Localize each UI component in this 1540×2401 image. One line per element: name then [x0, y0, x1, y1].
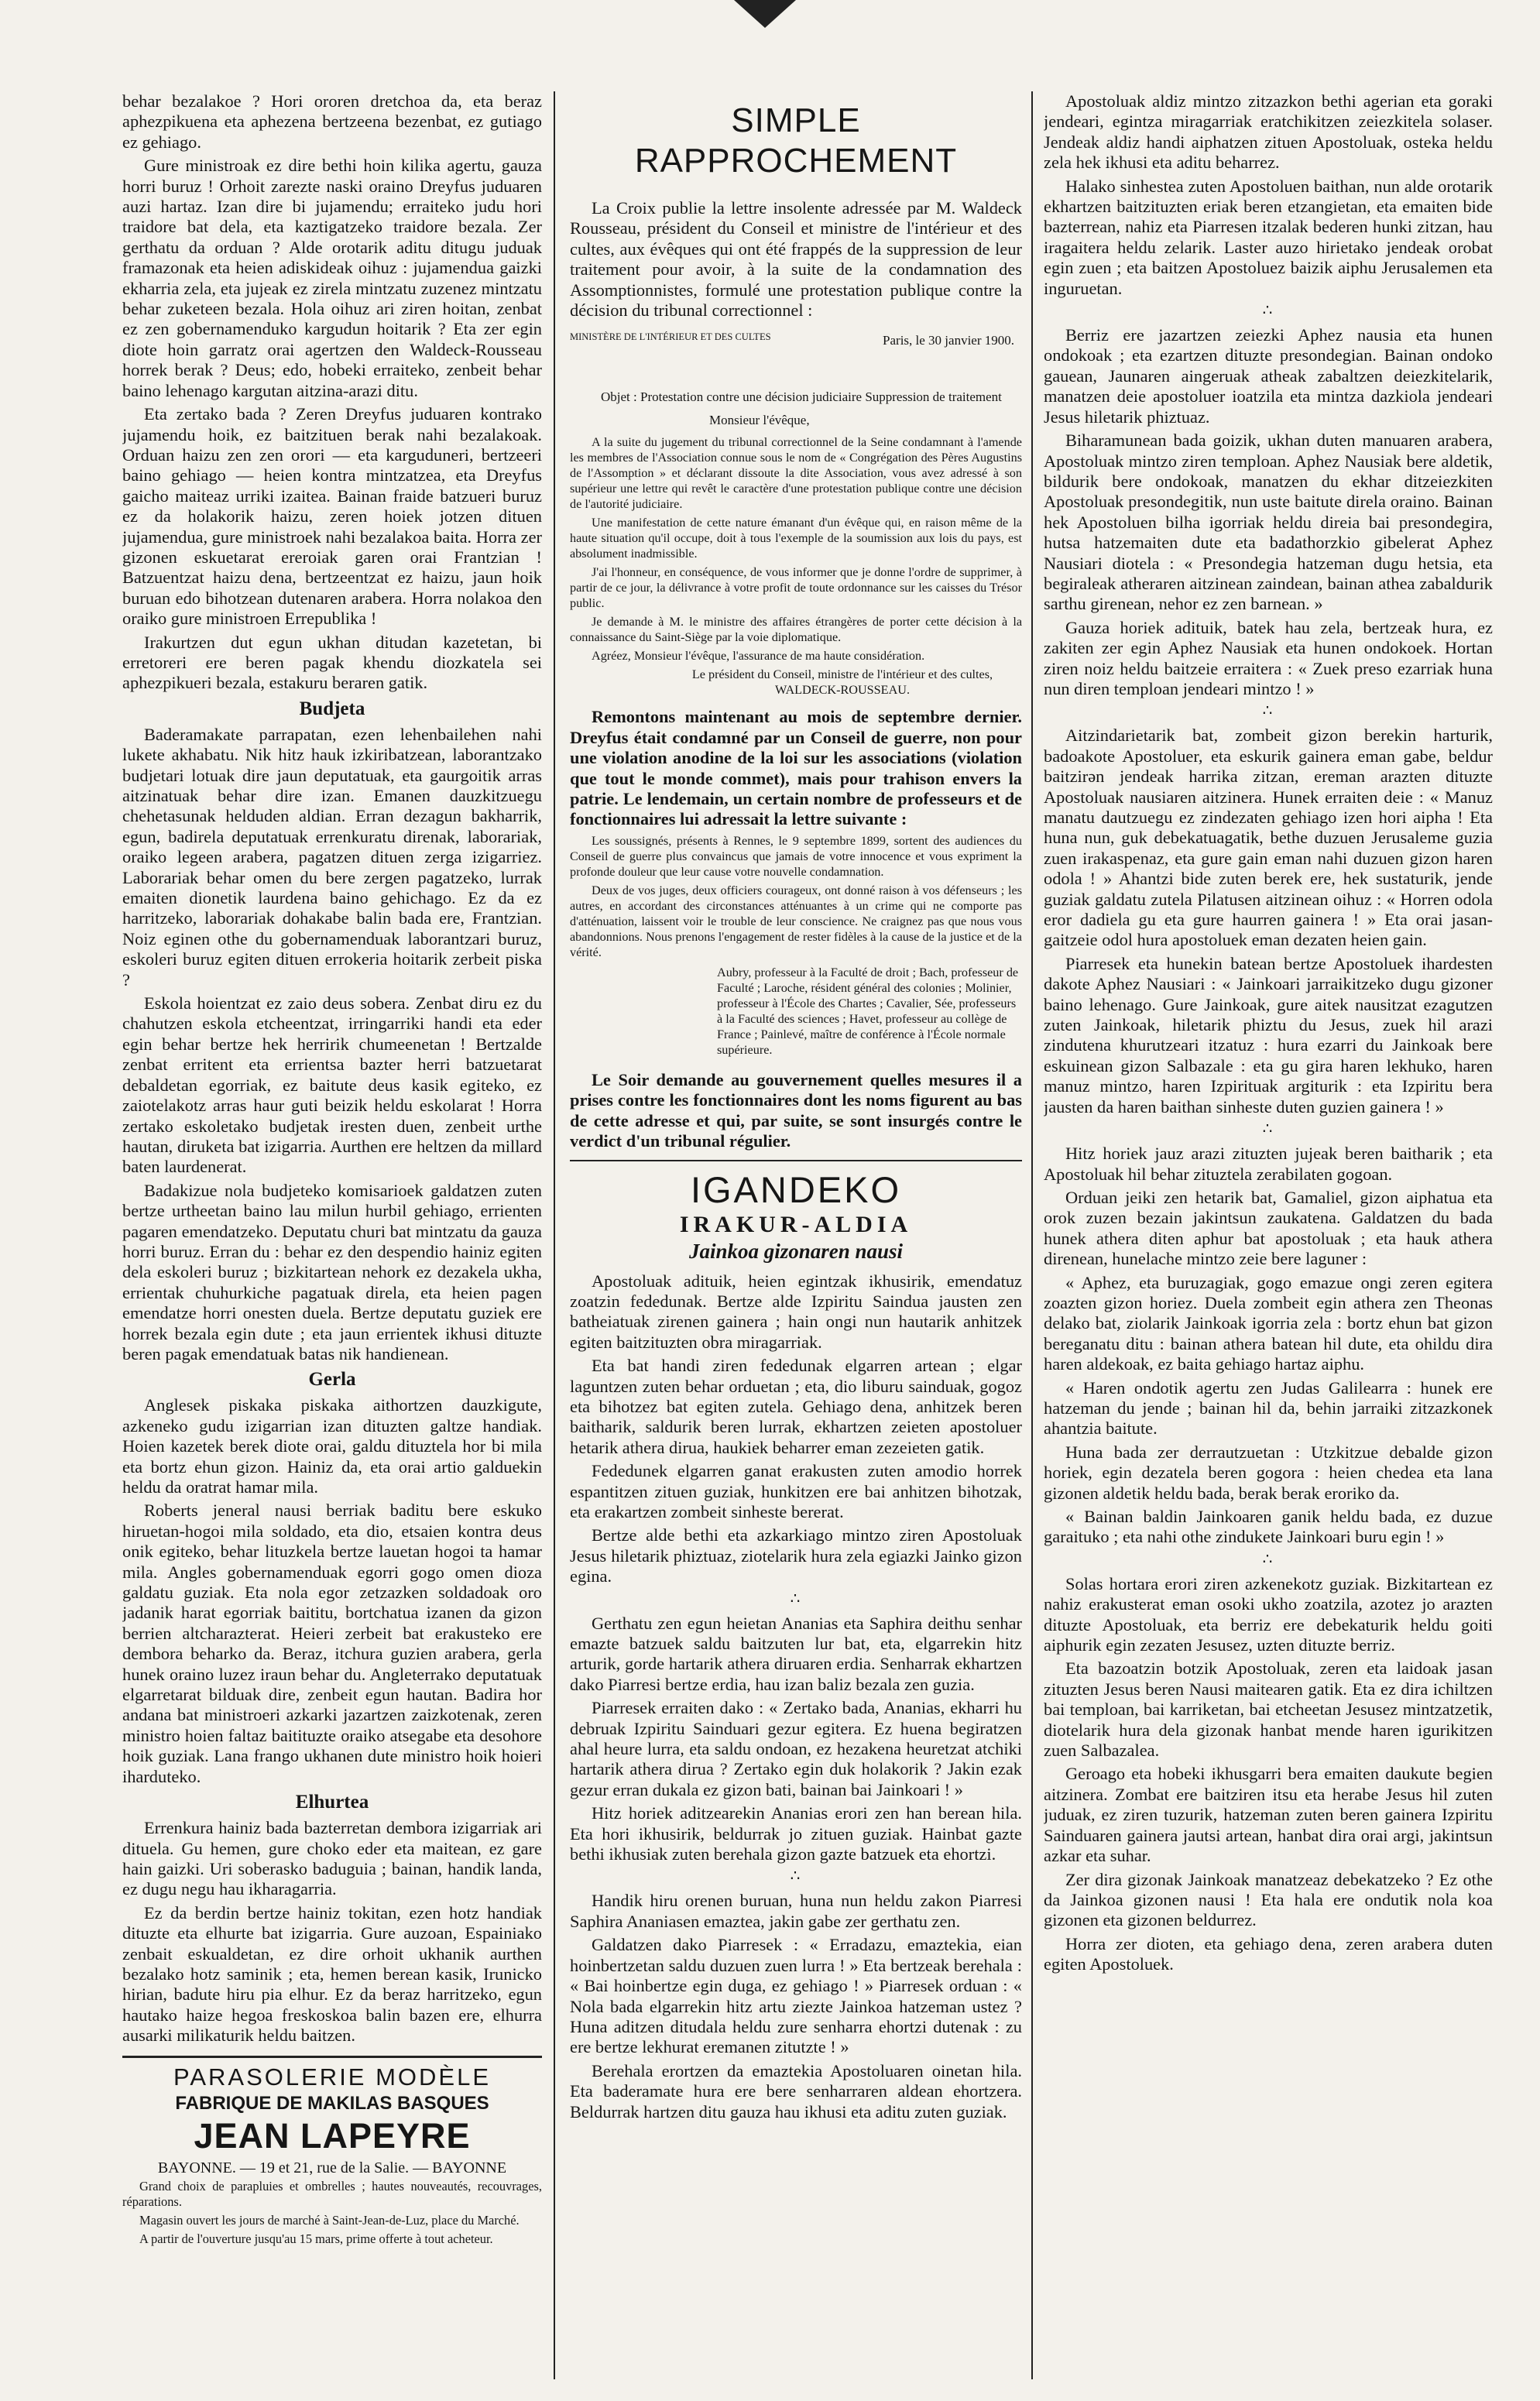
asterism-icon: ∴ — [790, 1868, 802, 1885]
paragraph: Biharamunean bada goizik, ukhan duten manuaren arabera, Apostoluak mintzo ziren temploan. Aphez Nausiak bere aldetik, bildurik bere ondokoak, manatzen du ekhar ditzeiezkiten Apostoluak presondegitik, nun uste baitute direla oraino. Bainan hek Apostoluen bilha igorriak heldu direia bai presondegira, hutsa hatzemaiten dute eta badathorzkio gibelerat Aphez Nausiari diotela : « Presondegia hatzeman dugu hetsia, eta begiraleak atheraren aitzinean zaindean, bainan athea zabaldurik sarthu girenean, nehor ez zen barnean. » — [1044, 430, 1493, 614]
letter-objet: Objet : Protestation contre une décision judiciaire Suppression de traitement — [601, 389, 1002, 405]
asterism-icon: ∴ — [1262, 1120, 1274, 1138]
advertisement — [122, 2056, 542, 2247]
letter-paragraph: J'ai l'honneur, en conséquence, de vous informer que je donne l'ordre de supprimer, à partir de ce jour, la délivrance à votre profit de toute ordonnance sur les caisses du Trésor public. — [570, 565, 1022, 611]
ad-details — [122, 2179, 542, 2247]
paragraph: Orduan jeiki zen hetarik bat, Gamaliel, gizon aiphatua eta orok zuzen bezain jakintsun zaukatena. Galdatzen du bada hunek athera diten aphur bat apostoluak ; eta hauk athera direnean, hunelache mintzo zeie bere laguner : — [1044, 1187, 1493, 1269]
ad-detail: A partir de l'ouverture jusqu'au 15 mars, prime offerte à tout acheteur. — [139, 2231, 493, 2246]
paragraph: Eta zertako bada ? Zeren Dreyfus juduaren kontrako jujamendu hoik, ez baitzituen berak nahi bezalakoak. Orduan haizu zen zen orori — eta karguduneri, bertzeeri baino gehiago — heien kontra mintzatzea, eta Dreyfus gaicho maiteaz urriki izaitea. Bainan fraide batzueri buruz ez da holakorik haizu, zeren hoiek jotzen dituen jujamendua, gure ministroek nahi bezalakoa baita. Horra zer gizonen eskuetarat ereroiak garen orai Frantzian ! Batzuentzat haizu dena, bertzeentzat ez haizu, jaun hoik buruan edo bihotzean dutenaren arabera. Horra nolakoa den oraiko gure ministroen Errepublika ! — [122, 404, 542, 629]
paragraph: Berriz ere jazartzen zeiezki Aphez nausia eta hunen ondokoak ; eta ezartzen dituzte presondegian. Bainan ondoko gauean, Jaunaren aingeruak atheak zabaltzen deiezkitelarik, manatzen deie apostoluer ioatzila eta mintza dazkiola jendeari Jesus hiletarik phiztuaz. — [1044, 325, 1493, 427]
paragraph: Galdatzen dako Piarresek : « Erradazu, emaztekia, eian hoinbertzetan saldu duzuen zuen lurra ! » Eta bertzeak berehala : « Bai hoinbertze egin duga, ez gehiago ! » Piarresek orduan : « Nola bada elgarrekin hitz artu ziezte Jainkoa hatzeman ustez ? Huna aditzen ditudala heldu zure senharra ehortzi dutenak : zu ere bertze lekhurat eremanen zitutzte ! » — [570, 1935, 1022, 2057]
paragraph: Geroago eta hobeki ikhusgarri bera emaiten daukute begien aitzinera. Zombat ere baitziren itsu eta herabe Jesus hil zuten juduak, ez ziren tuzurik, hatzeman zuten beren gainera Izpiritu Sainduaren gainera jautsi artean, hanbat dira orai argi, jakintsun azkar eta suhar. — [1044, 1764, 1493, 1866]
paragraph: behar bezalakoe ? Hori ororen dretchoa da, eta beraz aphezpikuena eta aphezena bertzeena bezenbat, ez gutiago ez gehiago. — [122, 91, 542, 152]
paragraph: Eta bazoatzin botzik Apostoluak, zeren eta laidoak jasan zituzten Jesus beren Nausi maitearen gatik. Eta ez dira ichiltzen bai templоan, bai karriketan, bai etcheetan Jesusez mintzatzetik, diotelarik hura dela gizonak hanbat mende haren igurikitzen zuen Salbazalea. — [1044, 1658, 1493, 1761]
paragraph: Piarresek eta hunekin batean bertze Apostoluek ihardesten dakote Aphez Nausiari : « Jainkoari jarraikitzeko dugu gizoner baino lehenago. Gure Jainkoak, gure aitek nausitzat ezagutzen zuten Jainkoak, hiletarik phiztu du Jesus, zuek hil arazi zindutena khurutzeari itzatuz : hura ezarri du Jainkoak bere eskuinean gizon Salbazale : eta gu gira haren lekhuko, haren manuz mintzo, haren Izpirituak argiturik : eta Izpiritu bera jausten da haren baithan sinheste duten guzien gainera ! » — [1044, 953, 1493, 1116]
paragraph: Remontons maintenant au mois de septembre dernier. Dreyfus était condamné par un Conseil de guerre, non pour une violation anodine de la loi sur les associations (violation que tout le monde commet), mais pour trahison envers la patrie. Le lendemain, un certain nombre de professeurs et de fonctionnaires lui adressait la lettre suivante : — [570, 707, 1022, 829]
paragraph: Horra zer dioten, eta gehiago dena, zeren arabera duten egiten Apostoluek. — [1044, 1933, 1493, 1974]
paragraph: Roberts jeneral nausi berriak baditu bere eskuko hiruetan-hogoi mila soldado, eta dio, etsaien kontra deus onik egiteko, behar lituzkela bertze lauetan hogoi ta hamar mila. Angles gobernamenduak egorri gogo omen dioza galdatu guziak. Eta nola egor zetzazken soldadoak oro jadanik harat egorriak baititu, bortchatua izanen da gizon berrien altcharazterat. Heieri zerbeit bat erakusteko ere dembora beharko da. Beraz, itchura guzien arabera, gerla hunek oraino luzez iraun behar du. Angleterrako deputatuak elgarretarat bilduak dire, zenbeit egun hautan. Badira hor andana bat ministroeri azkarki jazartzen zaizkotenak, zeren ministro hoien faltaz baitituzte oraiko atsegabe eta desohore hoik guziak. Lana frango ukhanen dute ministro hoik hoieri iharduteko. — [122, 1501, 542, 1786]
letter-ministry: MINISTÈRE DE L'INTÉRIEUR ET DES CULTES — [570, 331, 771, 343]
paragraph: Errenkura hainiz bada bazterretan dembora izigarriak ari dituela. Gu hemen, gure choko eder eta maitean, ez gare hain gaizki. Uri soberasko baduguia ; bainan, handik landa, ez dugu negu hau ikharagarria. — [122, 1818, 542, 1899]
asterism-icon: ∴ — [1262, 1550, 1274, 1568]
letter-paragraph: Agréez, Monsieur l'évêque, l'assurance de ma haute considération. — [592, 649, 925, 664]
section-divider — [570, 1160, 1022, 1161]
column-basque-news — [122, 91, 542, 2250]
ad-line-fabrique: FABRIQUE DE MAKILAS BASQUES — [175, 2092, 489, 2114]
letter-paragraph: Deux de vos juges, deux officiers courageux, ont donné raison à vos défenseurs ; les autres, en accordant des circonstances atténuantes à un crime qui ne comporte pas d'atténuation, laissent voir le trouble de leur conscience. Ne craignez pas que nous vous abandonnions. Nous prenons l'engagement de rester fidèles à la cause de la justice et de la vérité. — [570, 883, 1022, 959]
section-heading-budjeta: Budjeta — [299, 698, 365, 719]
section-heading-elhurtea: Elhurtea — [295, 1792, 369, 1813]
paragraph: Baderamakate parrapatan, ezen lehenbailehen nahi lukete akhabatu. Nik hitz hauk izkiribatzean, laborantzako budjetari lotuak dire jaun deputatuak, eta gaurgoitik arras aitzinatuak behar dire izan. Emanen dauzkitzuegu chehetasunak helduden aldian. Erran dezagun bakharrik, egun, badirela deputatuak errenkuratu direnak, laborariak, oraiko legeen arabera, pagatzen dituen zerga izigarriez. Laborariak behar omen du bere zergen pagatzeko, lurrak emaiten dionetik laurdena baino gehichago. Ez da ez harritzeko, laborariak dohakabe balin bada ere, Frantzian. Noiz eginen othe du gobernamenduak laborantzari buruz, eskoleri buruz egiten dituen errokeria hoitarik zerbeit piska ? — [122, 724, 542, 990]
subheading-jainkoa: Jainkoa gizonaren nausi — [688, 1239, 904, 1263]
paragraph: Fededunek elgarren ganat erakusten zuten amodio horrek espantitzen zituen guziak, hunkitzen ere bai anhitzen bihotzak, eta erakartzen zombeit sinheste bererat. — [570, 1461, 1022, 1521]
paragraph: Eta bat handi ziren fededunak elgarren artean ; elgar laguntzen zuten behar orduetan ; eta, dio liburu sainduak, gogoz eta bihotzez bat egiten zutela. Gehiago dena, anhitzek beren baitharik, saldurik beren lurrak, ekhartzen zeieten apostoluer hetarik athera dirua, haukiek beharrer eman zezeieten gatik. — [570, 1356, 1022, 1457]
page-fold-mark — [734, 0, 796, 29]
letter-signature: Le président du Conseil, ministre de l'intérieur et des cultes, WALDECK-ROUSSEAU. — [691, 667, 993, 698]
paragraph: Hitz horiek jauz arazi zituzten jujeak beren baitharik ; eta Apostoluak hil behar zituztela zerabilaten gogoan. — [1044, 1144, 1493, 1184]
paragraph: Gauza horiek adituik, batek hau zela, bertzeak hura, ez zakiten zer egin Aphez Nausiak eta hunen ondokoek. Hortan ziren noiz heldu baitzeie erraitera : « Zuek preso ezarriak huna nun diren templоan jendeari mintzo ! » — [1044, 617, 1493, 698]
paragraph: Aitzindarietarik bat, zombeit gizon berekin harturik, badoakote Apostoluer, eta eskurik gainera eman gabe, beldur baitzirən jendeak harrika zitzan, ereman arazten dituzte Apostoluak nausiaren aitzinera. Hunek erraiten deie : « Manuz manatu dautzuegu ez zindezaten gehiago izen hori aipha ! Eta huna nun, guk debekatuagatik, bethe duzuen Jerusaleme guzia zuen irakaspenaz, eta gure gain eman nahi duzuen gizon haren odola ! » Ahantzi bide zuten berek ere, hek sustaturik, jende guziak galdatu zutela Pilatusen aitzinean oihuz : « Horren odola eror dadiela gu eta gure haurren gainera ! » Eta orai jasan-gaitzeie odol hura apostoluek eman dezaten heien gain. — [1044, 725, 1493, 950]
paragraph: Badakizue nola budjeteko komisarioek galdatzen zuten bertze urtheetan baino lau milun hurbil gehiago, errienten pagaren emendatzeko. Deputatu churi bat mintzatu da gauza horri buruz. Erran du : behar ez den despendio hainiz egiten dela eskoleri buruz ; bizkitartean nehork ez dezakela ukha, errientak chuhurkiche pagatuak direla, eta heien pagen emendatze horri onesten duela. Bertze deputatu guziek ere horrek bezala egin dute ; eta jaun errientek ikhusi dituzte beren pagak emendatuak batas nik handienean. — [122, 1180, 542, 1363]
paragraph: Zer dira gizonak Jainkoak manatzeaz debekatzeko ? Ez othe da Jainkoa gizonen nausi ! Eta hala ere ondutik nola koa gizonen eta gizonen beldurrez. — [1044, 1869, 1493, 1930]
column-irakur-aldia-continued — [1044, 91, 1493, 1978]
ad-line-parasolerie: PARASOLERIE MODÈLE — [173, 2063, 492, 2091]
headline-simple-rapprochement: SIMPLE RAPPROCHEMENT — [634, 101, 958, 180]
headline-irakur-aldia: IRAKUR-ALDIA — [679, 1211, 913, 1237]
paragraph: Eskola hoientzat ez zaio deus sobera. Zenbat diru ez du chahutzen eskola etcheentzat, irringarriki handi eta eder egin behar bertze hek herririk chumeenetan ! Bertzalde zenbat erritent eta errientsa bazter herri batzuetarat debaldetan egorriak, ez baitute deus kasik egiteko, ez zaiotelakotz arras haur guti beizik heldu eskolarat ! Horra zertako eskoletako budjetak iresten duen, zenbeit urthe hautan, diruketa bat izigarria. Aurthen ere heltzen da millard baten laurdenerat. — [122, 993, 542, 1177]
paragraph: « Aphez, eta buruzagiak, gogo emazue ongi zeren egitera zoazten gizon horiez. Duela zombeit egin athera zen Theonas delako bat, ziolarik Jainkoak igorria zela : bortz ehun bat gizon bereganatu ditu : bainan athera batean hil dute, eta ohildu dira haren aldekoak, ez baita gehiago hartaz aiphu. — [1044, 1272, 1493, 1374]
paragraph: Ez da berdin bertze hainiz tokitan, ezen hotz handiak dituzte eta elhurte bat izigarria. Gure auzoan, Espainiako zenbait eskualdetan, ez dire orhoit ukhanik aurthen bezalako hotz saminik ; eta, hemen berean kasik, Irunicko hirian, badute hiru pia elhur. Ez da beraz harritzeko, egun hautako haize hegoa freskoskoa balin bazen ere, elhurra ausarki milikaturik heldu baitzen. — [122, 1902, 542, 2046]
ad-detail: Magasin ouvert les jours de marché à Saint-Jean-de-Luz, place du Marché. — [139, 2212, 520, 2228]
section-heading-gerla: Gerla — [308, 1369, 356, 1391]
paragraph: Halako sinhestea zuten Apostoluen baithan, nun alde orotarik ekhartzen baitzituzten eriak beren etzangietan, eta emaiten bide bazterrean, nahiz eta Piarresen itzalak bederen hunki zitzan, hau iragaitera heldu zelarik. Laster auzo hirietako jendeak orobat egin zuen ; eta baitzen Apostoluez baizik aiphu Jerusalemen eta inguruetan. — [1044, 176, 1493, 298]
letter2-body — [570, 833, 1022, 960]
letter2-signatories: Aubry, professeur à la Faculté de droit ; Bach, professeur de Faculté ; Laroche, résident général des colonies ; Molinier, professeur à l'École des Chartes ; Cavalier, Sée, professeurs à la Faculté des sciences ; Havet, professeur au collège de France ; Painlevé, maître de conférence à l'École normale supérieure. — [717, 965, 1019, 1057]
paragraph: Apostoluak aldiz mintzo zitzazkon bethi agerian eta goraki jendeari, egintza miragarriak eratchikitzen zeiezkitela solaser. Jendeak aldiz handi aiphatzen zituen Apostoluak, osteka heldu zela hek ikhusi eta aditu beharrez. — [1044, 91, 1493, 173]
paragraph: Irakurtzen dut egun ukhan ditudan kazetetan, bi erretoreri ere beren pagak khendu diozkatela sei aphezpikueri bezala, estakuru beraren gatik. — [122, 632, 542, 693]
column-rule-2 — [1031, 91, 1033, 2379]
paragraph: La Croix publie la lettre insolente adressée par M. Waldeck Rousseau, président du Conseil et ministre de l'intérieur et des cultes, aux évêques qui ont été frappés de la suppression de leur traitement pour avoir, à la suite de la condamnation des Assomptionnistes, formulé une protestation publique contre la décision du tribunal correctionnel : — [570, 198, 1022, 321]
paragraph: Bertze alde bethi eta azkarkiago mintzo ziren Apostoluak Jesus hiletarik phiztuaz, ziotelarik hura zela egiazki Jainko gizon egina. — [570, 1525, 1022, 1586]
letter-salutation: Monsieur l'évêque, — [709, 413, 810, 428]
paragraph: Le Soir demande au gouvernement quelles mesures il a prises contre les fonctionnaires dont les noms figurent au bas de cette adresse et qui, par suite, se sont insurgés contre le verdict d'un tribunal régulier. — [570, 1069, 1022, 1151]
paragraph: « Haren ondotik agertu zen Judas Galilearra : hunek ere hatzeman du jende ; bainan hil da, behin jarraiki zitzazkonek ahantzia baitute. — [1044, 1377, 1493, 1439]
letter-header — [570, 330, 1022, 378]
ad-line-address: BAYONNE. — 19 et 21, rue de la Salie. — BAYONNE — [157, 2159, 507, 2176]
asterism-icon: ∴ — [1262, 302, 1274, 320]
paragraph: Gerthatu zen egun heietan Ananias eta Saphira deithu senhar emazte batzuek saldu baitzuten lur bat, eta, elgarrekin hitz arturik, gorde hartarik athera diruaren erdia. Senharrak ekhartzen dako Piarresi bertze erdia, hau izan baliz bezala zen guzia. — [570, 1613, 1022, 1694]
letter-paragraph: Une manifestation de cette nature émanant d'un évêque qui, en raison même de la haute situation qu'il occupe, doit à tous l'exemple de la soumission aux lois du pays, est absolument inadmissible. — [570, 516, 1022, 561]
ad-detail: Grand choix de parapluies et ombrelles ; hautes nouveautés, recouvrages, réparations. — [122, 2178, 542, 2209]
paragraph: Gure ministroak ez dire bethi hoin kilika agertu, gauza horri buruz ! Orhoit zarezte naski oraino Dreyfus juduaren auzi hartaz. Izan dire bi jujamendu; erraiteko judu hori traidore bat dela, eta kaztigatzeko traidore bezala. Zer gerthatu da orduan ? Alde orotarik aditu ditugu juduak framazonak eta heien adiskideak oihuz : jujamendua gaizki ekharria zela, eta jujeak ez zirela mintzatu zuzenez mintzatu behar zuketeen bezala. Hola oihuz ari ziren hoitan, zenbat ez zen gobernamenduko kargudun hoitarik ? Eta zer egin diote hoin garratz orai agertzen den Waldeck-Rousseau horrek berak ? Deus; edo, hobeki erraiteko, zenbeit behar baino lehenago kargutan aitzina-arazi ditu. — [122, 156, 542, 400]
paragraph: « Bainan baldin Jainkoaren ganik heldu bada, ez duzue garaituko ; eta nahi othe zindukete Jainkoari buru egin ! » — [1044, 1507, 1493, 1547]
paragraph: Apostoluak adituik, heien egintzak ikhusirik, emendatuz zoatzin fededunak. Bertze alde Izpiritu Sainduа jausten zen batheiatuak zirenen gainera ; hain ongi nun hautarik anhitzek egiten baitzituzten obra miragarriak. — [570, 1271, 1022, 1352]
letter-paragraph: A la suite du jugement du tribunal correctionnel de la Seine condamnant à l'amende les membres de l'Association connue sous le nom de « Congrégation des Pères Augustins de l'Assomption » et déclarant dissoute la dite Association, vous avez adressé à son supérieur une lettre qui revêt le caractère d'une protestation publique contre une décision de l'autorité judiciaire. — [570, 435, 1022, 512]
ad-line-name: JEAN LAPEYRE — [194, 2115, 471, 2156]
paragraph: Berehala erortzen da emaztekia Apostoluaren oinetan hila. Eta baderamate hura ere bere senharraren aldean ehortzera. Beldurrak hartzen ditu gauza hau ikhusi eta aditu zuten guziak. — [570, 2060, 1022, 2121]
column-simple-rapprochement — [570, 91, 1022, 2125]
asterism-icon: ∴ — [790, 1590, 802, 1607]
paragraph: Handik hiru orenen buruan, huna nun heldu zakon Piarresi Saphira Ananiasen emaztea, jakin gabe zer gerthatu zen. — [570, 1891, 1022, 1931]
column-rule-1 — [554, 91, 555, 2379]
letter-paragraph: Je demande à M. le ministre des affaires étrangères de porter cette décision à la connaissance du Saint-Siège par la voie diplomatique. — [570, 615, 1022, 645]
paragraph: Huna bada zer derrautzuetan : Utzkitzue debalde gizon horiek, egin dezatela beren gogora : heien chedea eta lana gizonen aldetik heldu bada, berak berak eroriko da. — [1044, 1442, 1493, 1503]
paragraph: Solas hortara erori ziren azkenekotz guziak. Bizkitartean ez nahiz erakusterat eman osoki ukho zoatzila, azotez jo arazten dituzte Apostoluak, eta berriz ere debekaturik heldu goiti aiphurik egin zezaten Jesusez, uzten dituzte berriz. — [1044, 1573, 1493, 1655]
headline-igandeko: IGANDEKO — [690, 1168, 902, 1210]
letter-body — [570, 434, 1022, 664]
letter-date: Paris, le 30 janvier 1900. — [883, 333, 1014, 348]
paragraph: Piarresek erraiten dako : « Zertako bada, Ananias, ekharri hu debruak Izpiritu Sainduari gezur egiterа. Ez huena begiratzen ahal heure lurra, eta saldu ondoan, ez hezakena heuretzat atchiki hartarik athera dirua ? Zertako egin duk holakorik ? Jakin ezak gezur erran dukala ez gizon bati, bainan bai Jainkoari ! » — [570, 1698, 1022, 1799]
asterism-icon: ∴ — [1262, 702, 1274, 720]
paragraph: Hitz horiek aditzearekin Ananias erori zen han berean hila. Eta hori ikhusirik, beldurrak jo zituen guziak. Hainbat gazte bethi ikhusiak zuten berehala gizon gazte batzuek eta ehortzi. — [570, 1803, 1022, 1864]
paragraph: Anglesek piskaka piskaka aithortzen dauzkigute, azkeneko gudu izigarrian izan dituzten galtze handiak. Hoien kazetek berek diote orai, galdu dituztela hor bi mila eta bortz ehun gizon. Hainiz da, eta orai artio galduekin heldu da oratrat hamar mila. — [122, 1395, 542, 1497]
letter-paragraph: Les soussignés, présents à Rennes, le 9 septembre 1899, sortent des audiences du Conseil de guerre plus convaincus que jamais de votre innocence et vous expriment la profonde douleur que leur cause votre nouvelle condamnation. — [570, 833, 1022, 879]
